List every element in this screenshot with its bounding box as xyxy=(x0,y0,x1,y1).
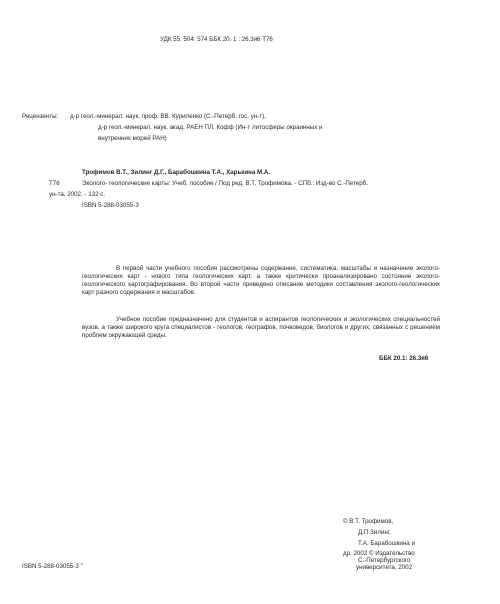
catalog-code: Т76 xyxy=(49,180,60,187)
reviewer-2: д-р геол.-минерал. наук, акад. РАЕН ПЛ. Кофф (Ин-т литосферы окраинных и xyxy=(98,124,323,131)
footer-isbn: ISBN 5-288-03055-3 " xyxy=(22,563,83,570)
reviewer-2-cont: внутренних морей РАН) xyxy=(98,135,167,142)
copyright-line-6: университета, 2002 xyxy=(356,564,413,571)
abstract-paragraph-2: Учебное пособие предназначено для студентов и аспирантов геологических и экологических специальностей вузов, а также широкого круга специалистов - геологов, географов, почвоведов, биологов и других, связанных с решением проблем окружающей среды. xyxy=(82,316,440,339)
udk-classification: УДК 55: 504: 574 ББК 20. 1 : 26.3я6 Т76 xyxy=(160,36,273,43)
copyright-line-3: Т.А. Барабошкина и xyxy=(358,540,415,547)
reviewer-1: д-р геол.-минерал. наук, проф. ВВ. Куриленко (С.-Петерб. гос. ун-т), xyxy=(70,113,266,120)
catalog-description: Эколого- геологические карты: Учеб. пособие / Под ред. В.Т, Трофимова. - СПб.: Изд-во С.-Петерб. xyxy=(82,180,368,187)
copyright-line-2: Д.П Зилинг, xyxy=(358,529,391,536)
catalog-isbn: ISBN 5-288-03055-3 xyxy=(82,202,139,209)
bbk-code: ББК 20.1: 26.3я6 xyxy=(379,355,429,362)
abstract-paragraph-1: В первой части учебного пособия рассмотрены содержание, систематика, масштабы и назначение эколого-геологических карт - нового типа геологических карт, а также критически проанализировано состояние эколого-геологического картографирования. Во второй части приведено описание методики составления эколого-геологических карт разного содержания и масштабов. xyxy=(82,265,440,296)
copyright-line-5: С.-Петербургского xyxy=(358,557,411,564)
copyright-line-1: © В.Т. Трофимов, xyxy=(343,518,394,525)
authors-line: Трофимов В.Т., Зилинг Д.Г., Барабошкина Т.А., Харькина М.А. xyxy=(82,169,271,176)
copyright-line-4: др, 2002 © Издательство xyxy=(343,550,415,557)
reviewers-label: Рецензенты: xyxy=(22,113,59,120)
catalog-description-cont: ун-та, 2002. - 132 с. xyxy=(49,191,106,198)
